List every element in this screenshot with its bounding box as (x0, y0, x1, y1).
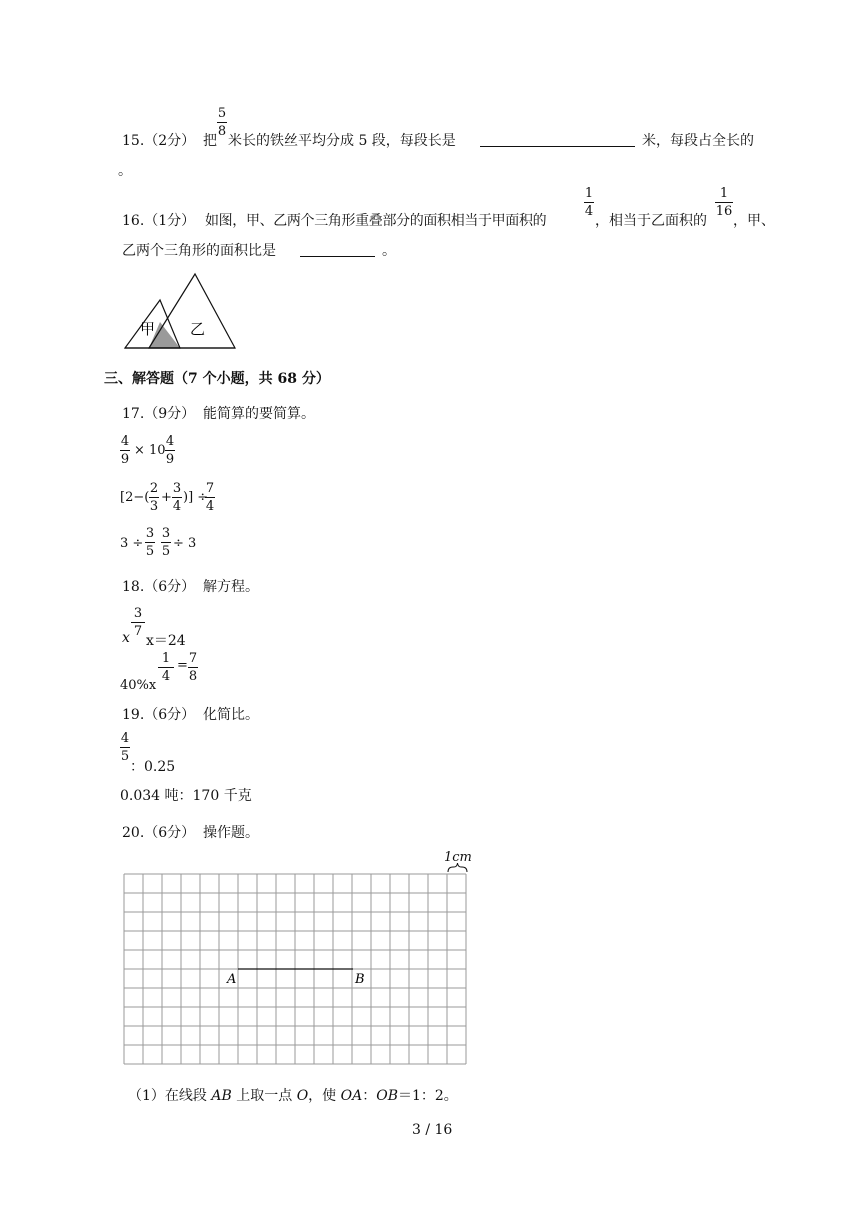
q16-line2: 乙两个三角形的面积比是 (122, 243, 276, 259)
frac-num: 3 (145, 526, 155, 541)
q16-frac1-bar (584, 202, 594, 203)
q16-frac2-num: 1 (719, 186, 729, 201)
q18-e2-eq: = (177, 658, 188, 673)
q18-e1-x: x (122, 630, 130, 646)
grid-figure[interactable] (120, 862, 472, 1068)
frac-den: 4 (205, 499, 215, 514)
q15-fraction (217, 106, 227, 139)
frac-bar (120, 747, 130, 748)
q19-e2: 0.034 吨：170 千克 (120, 788, 252, 804)
q16-frac2-den: 16 (715, 204, 733, 219)
frac-num: 7 (205, 481, 215, 496)
frac-num: 3 (133, 606, 143, 621)
q18-e2-frac1 (158, 651, 174, 684)
q20-sub1-pre: （1）在线段 (128, 1088, 207, 1104)
frac-bar (188, 667, 198, 668)
q18-e1-rest: x＝24 (146, 633, 186, 649)
frac-num: 3 (161, 526, 171, 541)
q15-text-mid: 米长的铁丝平均分成 5 段，每段长是 (228, 133, 456, 149)
frac-den: 5 (145, 544, 155, 559)
frac-den: 9 (165, 452, 175, 467)
label-jia: 甲 (140, 320, 156, 338)
point-a-label: A (227, 972, 237, 987)
page-number: 3 / 16 (412, 1122, 453, 1138)
q18-e2-frac2 (188, 651, 198, 684)
q16-tail: 。 (382, 243, 396, 259)
q17-e2-post: )] ÷ (183, 490, 209, 505)
q20-number: 20.（6分） (122, 825, 196, 841)
frac-den: 5 (161, 544, 171, 559)
q15-frac-den: 8 (217, 124, 227, 139)
frac-bar (120, 450, 130, 451)
q16-answer-blank[interactable] (300, 240, 375, 257)
q17-e3-post: ÷ 3 (173, 536, 197, 551)
q17-text: 能简算的要简算。 (203, 406, 315, 422)
q18-e1-frac (131, 606, 145, 639)
q15-tail: 。 (118, 163, 132, 179)
q16-fraction-2 (715, 186, 733, 219)
q18-text: 解方程。 (203, 579, 259, 595)
q18-e2-pre: 40%x (120, 678, 157, 693)
q17-e3-frac2 (161, 526, 171, 559)
q15-unit: 米，每段占全长的 (642, 133, 754, 149)
q20-sub1 (128, 1085, 458, 1105)
scale-label: 1cm (444, 850, 472, 865)
frac-num: 4 (120, 434, 130, 449)
frac-bar (205, 497, 215, 498)
q20-text: 操作题。 (203, 825, 259, 841)
frac-num: 4 (120, 731, 130, 746)
q17-e2-pre: [2−( (120, 490, 150, 505)
frac-den: 4 (172, 499, 182, 514)
q16-frac2-bar (715, 202, 733, 203)
frac-den: 8 (188, 669, 198, 684)
q20-sub1-oa: OA (340, 1088, 363, 1104)
frac-den: 5 (120, 749, 130, 764)
q20-sub1-o: O (296, 1088, 309, 1104)
frac-den: 3 (149, 499, 159, 514)
q19-e1-frac (120, 731, 130, 764)
frac-num: 7 (188, 651, 198, 666)
q15-number: 15.（2分） (122, 133, 196, 149)
frac-bar (161, 542, 171, 543)
q18-number: 18.（6分） (122, 579, 196, 595)
q17-e1-frac2 (165, 434, 175, 467)
q20-sub1-mid: 上取一点 (236, 1088, 293, 1104)
q20-sub1-ob: OB (376, 1088, 398, 1104)
q20-sub1-ab: AB (211, 1088, 232, 1104)
frac-bar (158, 667, 174, 668)
q16-text-b: ，相当于乙面积的 (595, 213, 707, 229)
frac-bar (145, 542, 155, 543)
frac-num: 4 (165, 434, 175, 449)
q16-text-c: ，甲、 (733, 213, 775, 229)
frac-den: 7 (133, 624, 143, 639)
frac-den: 4 (161, 669, 171, 684)
frac-num: 2 (149, 481, 159, 496)
scale-brace (448, 863, 467, 872)
q15-frac-bar (217, 122, 227, 123)
q16-frac1-den: 4 (584, 204, 594, 219)
frac-bar (172, 497, 182, 498)
q17-e2-plus: + (161, 490, 172, 505)
q15-text-before: 把 (203, 133, 217, 149)
q17-number: 17.（9分） (122, 406, 196, 422)
q17-e2-frac1 (149, 481, 159, 514)
q16-fraction-1 (584, 186, 594, 219)
q17-e2-frac2 (172, 481, 182, 514)
q15-frac-num: 5 (217, 106, 227, 121)
q15-answer-blank-1[interactable] (480, 130, 635, 147)
q20-sub1-ratio: ＝1：2。 (397, 1088, 458, 1104)
frac-bar (165, 450, 175, 451)
q17-e1-op: × 10 (134, 443, 166, 458)
q16-frac1-num: 1 (584, 186, 594, 201)
frac-bar (149, 497, 159, 498)
q17-e3-frac1 (145, 526, 155, 559)
q19-number: 19.（6分） (122, 707, 196, 723)
frac-num: 3 (172, 481, 182, 496)
q16-text-a: 如图，甲、乙两个三角形重叠部分的面积相当于甲面积的 (205, 213, 547, 229)
section-title: 三、解答题（7 个小题，共 68 分） (104, 371, 330, 387)
label-yi: 乙 (190, 320, 206, 338)
q17-e2-frac3 (205, 481, 215, 514)
q20-sub1-mid2: ，使 (308, 1088, 337, 1104)
point-b-label: B (355, 972, 365, 987)
q19-e1-rest: ：0.25 (130, 759, 176, 775)
frac-bar (131, 622, 145, 623)
q16-number: 16.（1分） (122, 213, 196, 229)
q17-e3-pre: 3 ÷ (120, 536, 144, 551)
frac-num: 1 (161, 651, 171, 666)
triangles-figure (118, 270, 243, 355)
q20-sub1-colon: ： (362, 1088, 377, 1104)
frac-den: 9 (120, 452, 130, 467)
q17-e1-frac1 (120, 434, 130, 467)
q19-text: 化简比。 (203, 707, 259, 723)
